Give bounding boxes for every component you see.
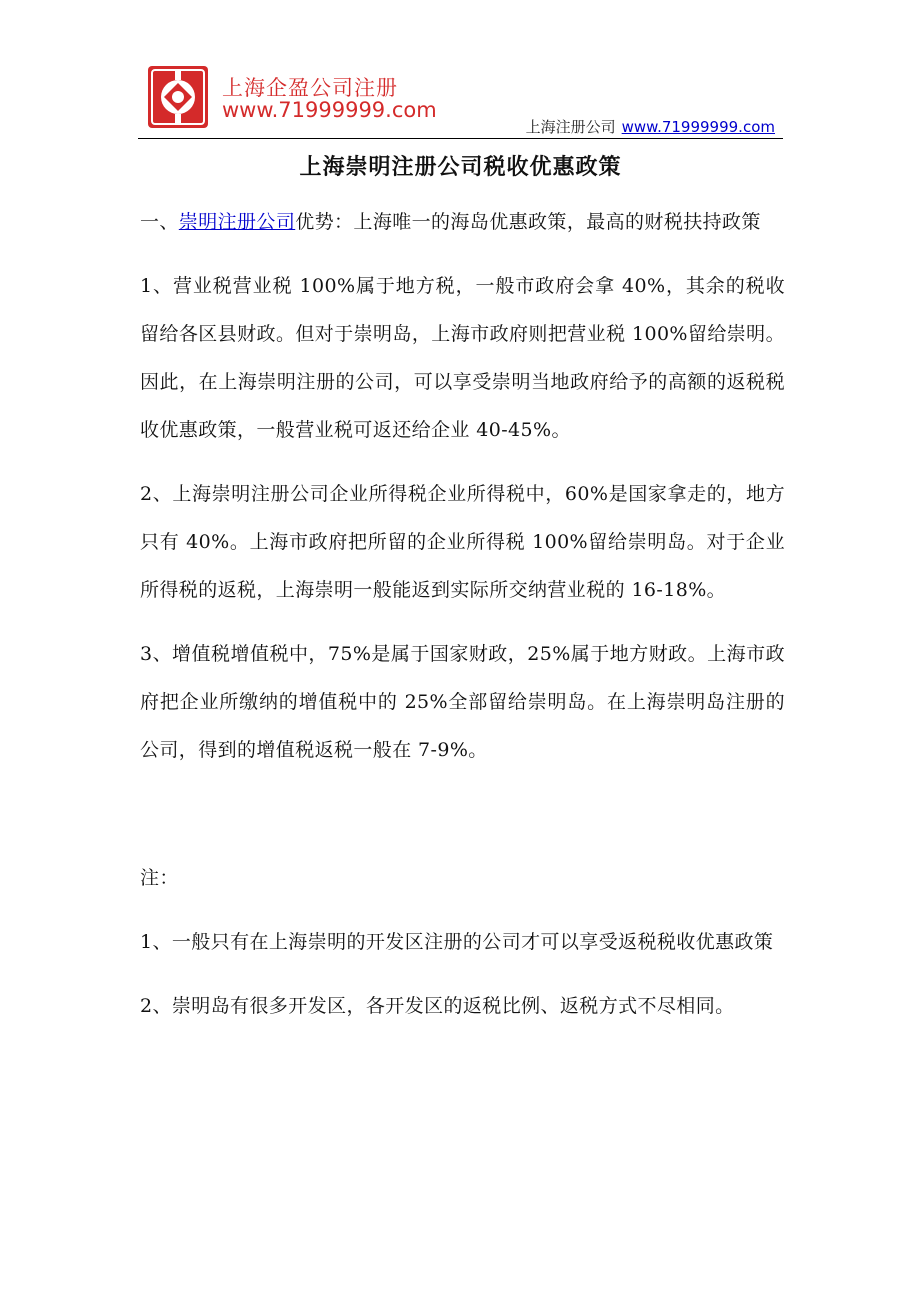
header-label: 上海注册公司 (525, 118, 616, 136)
section-1-text: 优势：上海唯一的海岛优惠政策，最高的财税扶持政策 (295, 211, 761, 233)
header-website-link[interactable]: www.71999999.com (621, 118, 775, 136)
logo-company-name: 上海企盈公司注册 (222, 76, 398, 100)
header-divider (138, 138, 783, 139)
paragraph-business-tax: 1、营业税营业税 100%属于地方税，一般市政府会拿 40%，其余的税收留给各区县财政。但对于崇明岛，上海市政府则把营业税 100%留给崇明。因此，在上海崇明注册的公司，可以享受崇明当地政府给予的高额的返税税收优惠政策，一般营业税可返还给企业 40-45%。 (140, 275, 785, 441)
note-item-2: 2、崇明岛有很多开发区，各开发区的返税比例、返税方式不尽相同。 (140, 995, 735, 1017)
company-logo-icon (148, 66, 208, 128)
spacer (140, 790, 785, 854)
paragraph-income-tax: 2、上海崇明注册公司企业所得税企业所得税中，60%是国家拿走的，地方只有 40%。上海市政府把所留的企业所得税 100%留给崇明岛。对于企业所得税的返税，上海崇明一般能返到实际所交纳营业税的 16-18%。 (140, 483, 785, 601)
header-right (526, 116, 775, 137)
page-header (138, 60, 783, 140)
document-body (140, 198, 785, 1046)
section-1-prefix: 一、 (140, 211, 179, 233)
section-1-heading (140, 198, 785, 246)
paragraph-vat: 3、增值税增值税中，75%是属于国家财政，25%属于地方财政。上海市政府把企业所缴纳的增值税中的 25%全部留给崇明岛。在上海崇明岛注册的公司，得到的增值税返税一般在 7-9%。 (140, 643, 785, 761)
note-item-1: 1、一般只有在上海崇明的开发区注册的公司才可以享受返税税收优惠政策 (140, 931, 774, 953)
chongming-registration-link[interactable]: 崇明注册公司 (178, 211, 296, 233)
page-title: 上海崇明注册公司税收优惠政策 (299, 155, 622, 180)
notes-heading: 注： (140, 867, 179, 889)
logo-website: www.71999999.com (222, 98, 437, 122)
